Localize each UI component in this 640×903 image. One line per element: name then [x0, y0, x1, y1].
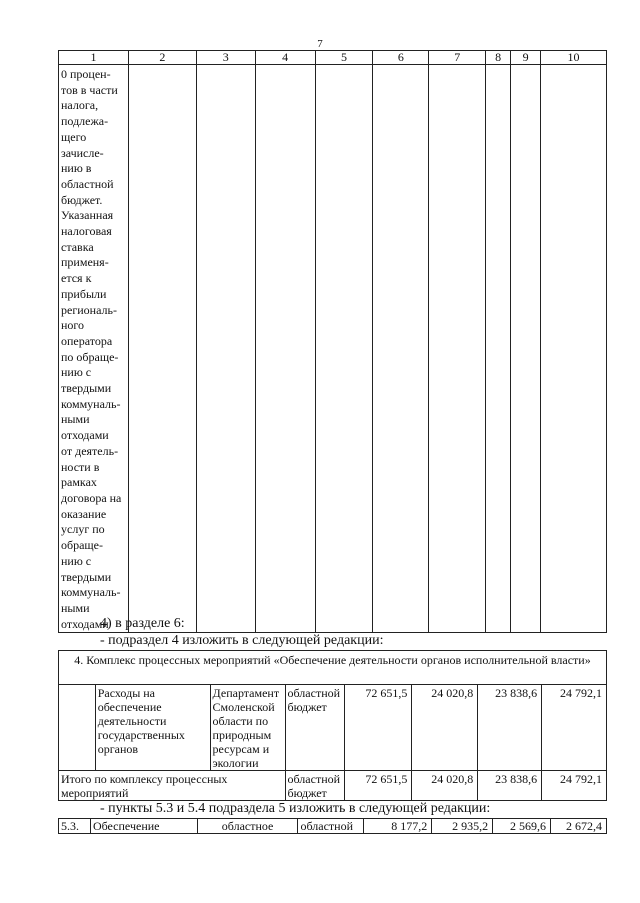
responsible-executor: Департамент Смоленской области по природным ресурсам и экологии	[210, 685, 285, 771]
year3-amount: 24 792,1	[542, 685, 607, 771]
column-number: 9	[511, 51, 541, 65]
empty-cell	[128, 65, 196, 633]
measures-table-partial	[58, 818, 607, 834]
funding-source: областной	[298, 819, 364, 834]
column-number: 1	[59, 51, 129, 65]
empty-cell	[315, 65, 373, 633]
empty-cell	[373, 65, 429, 633]
empty-cell	[541, 65, 607, 633]
column-number: 7	[429, 51, 486, 65]
total-amount: 72 651,5	[345, 771, 412, 801]
year3-amount: 2 672,4	[551, 819, 607, 834]
year3-amount: 24 792,1	[542, 771, 607, 801]
empty-cell	[196, 65, 255, 633]
total-amount: 8 177,2	[364, 819, 432, 834]
continuation-table	[58, 50, 607, 633]
column-number: 2	[128, 51, 196, 65]
row-number: 5.3.	[59, 819, 91, 834]
empty-cell	[486, 65, 511, 633]
total-label: Итого по комплексу процессных мероприятий	[59, 771, 286, 801]
column-number: 10	[541, 51, 607, 65]
responsible-executor: областное	[197, 819, 298, 834]
column-number: 6	[373, 51, 429, 65]
instruction-text: - пункты 5.3 и 5.4 подраздела 5 изложить в следующей редакции:	[100, 801, 491, 816]
total-amount: 72 651,5	[345, 685, 412, 771]
column-number: 4	[255, 51, 315, 65]
total-row	[59, 771, 607, 801]
funding-source: областной бюджет	[285, 771, 345, 801]
column-number: 8	[486, 51, 511, 65]
year1-amount: 24 020,8	[412, 771, 478, 801]
year1-amount: 24 020,8	[412, 685, 478, 771]
table-row	[59, 65, 607, 633]
year2-amount: 2 569,6	[493, 819, 551, 834]
empty-cell	[255, 65, 315, 633]
row-number-cell	[59, 685, 96, 771]
measure-name: Расходы на обеспечение деятельности государственных органов	[95, 685, 210, 771]
year1-amount: 2 935,2	[432, 819, 493, 834]
tax-rate-description: 0 процен- тов в части налога, подлежа- щего зачисле- нию в областной бюджет. Указанная налоговая ставка применя- ется к прибыли региональ- ного оператора по обраще- нию с твердыми коммуналь- ными отходами от деятель- ности в рамках договора на оказание услуг по обраще- нию с твердыми коммуналь- ными отходами	[59, 65, 129, 633]
column-number-row	[59, 51, 607, 65]
column-number: 5	[315, 51, 373, 65]
year2-amount: 23 838,6	[478, 685, 542, 771]
measure-name: Обеспечение	[90, 819, 197, 834]
section-heading: 4. Комплекс процессных мероприятий «Обеспечение деятельности органов исполнительной власти»	[59, 651, 607, 685]
table-row	[59, 685, 607, 771]
section-item: 4) в разделе 6:	[100, 616, 185, 631]
page-number: 7	[317, 38, 323, 50]
table-row	[59, 819, 607, 834]
empty-cell	[511, 65, 541, 633]
table-section-heading-row	[59, 651, 607, 685]
column-number: 3	[196, 51, 255, 65]
year2-amount: 23 838,6	[478, 771, 542, 801]
empty-cell	[429, 65, 486, 633]
funding-source: областной бюджет	[285, 685, 345, 771]
process-measures-table	[58, 650, 607, 801]
instruction-text: - подраздел 4 изложить в следующей редакции:	[100, 633, 384, 648]
